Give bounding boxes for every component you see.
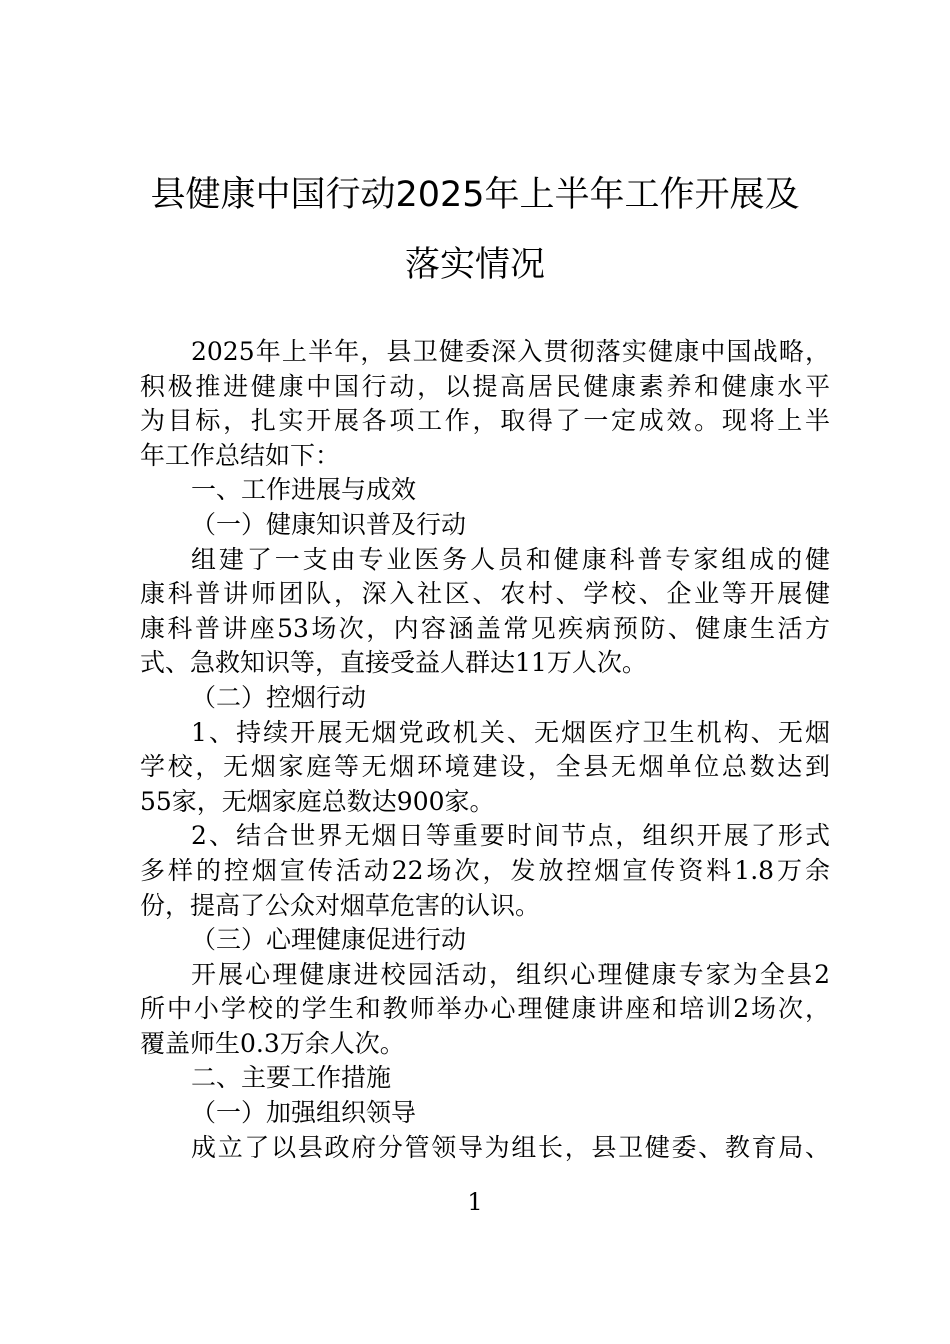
text-line: 2025年上半年，县卫健委深入贯彻落实健康中国战略，	[191, 337, 830, 366]
text-line: （一）加强组织领导	[191, 1098, 417, 1128]
text-line: 为目标，扎实开展各项工作，取得了一定成效。现将上半	[140, 406, 830, 436]
page-number: 1	[467, 1188, 483, 1216]
text-line: 55家，无烟家庭总数达900家。	[140, 786, 495, 816]
text-line: 学校，无烟家庭等无烟环境建设，全县无烟单位总数达到	[140, 752, 830, 782]
text-line: 2、结合世界无烟日等重要时间节点，组织开展了形式	[191, 821, 830, 851]
text-line: （一）健康知识普及行动	[191, 509, 467, 539]
text-line: 康科普讲师团队，深入社区、农村、学校、企业等开展健	[140, 579, 830, 609]
text-line: 一、工作进展与成效	[191, 475, 417, 505]
text-line: 份，提高了公众对烟草危害的认识。	[140, 890, 541, 920]
text-line: （二）控烟行动	[191, 682, 367, 712]
text-line: 积极推进健康中国行动，以提高居民健康素养和健康水平	[140, 371, 830, 401]
text-line: 二、主要工作措施	[191, 1063, 392, 1093]
document-body	[140, 335, 830, 1165]
document-title-line-1: 县健康中国行动2025年上半年工作开展及	[150, 175, 800, 215]
text-line: 多样的控烟宣传活动22场次，发放控烟宣传资料1.8万余	[140, 855, 830, 885]
text-line: 年工作总结如下：	[140, 440, 341, 470]
text-line: 开展心理健康进校园活动，组织心理健康专家为全县2	[191, 959, 830, 989]
text-line: 康科普讲座53场次，内容涵盖常见疾病预防、健康生活方	[140, 613, 830, 643]
text-line: （三）心理健康促进行动	[191, 925, 467, 955]
text-line: 组建了一支由专业医务人员和健康科普专家组成的健	[191, 544, 830, 574]
text-line: 1、持续开展无烟党政机关、无烟医疗卫生机构、无烟	[191, 717, 830, 747]
text-line: 所中小学校的学生和教师举办心理健康讲座和培训2场次，	[140, 994, 830, 1024]
text-line: 覆盖师生0.3万余人次。	[140, 1028, 405, 1058]
document-title-line-2: 落实情况	[404, 245, 545, 285]
text-line: 式、急救知识等，直接受益人群达11万人次。	[140, 648, 647, 678]
text-line: 成立了以县政府分管领导为组长，县卫健委、教育局、	[191, 1132, 830, 1162]
